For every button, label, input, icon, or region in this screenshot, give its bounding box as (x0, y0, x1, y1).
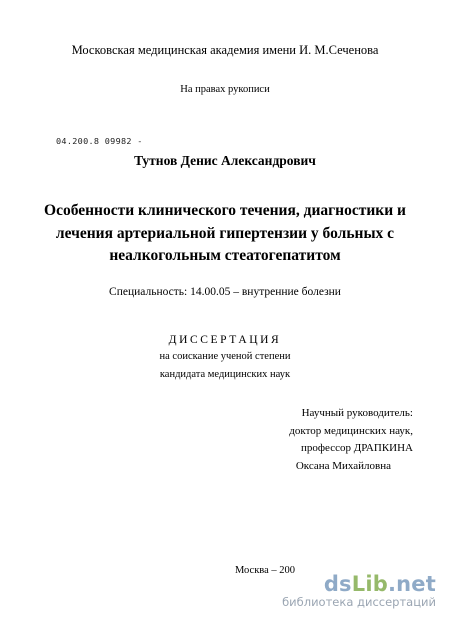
title-line: Особенности клинического течения, диагностики и (44, 202, 406, 219)
watermark-brand-lib: Lib (351, 572, 388, 596)
city-year: Москва – 200 (234, 565, 296, 576)
degree-line-2: кандидата медицинских наук (159, 369, 291, 380)
watermark-subtitle: библиотека диссертаций (282, 595, 436, 609)
watermark-brand (282, 573, 436, 595)
watermark-logo (282, 573, 436, 609)
supervisor-title-name: профессор ДРАПКИНА (301, 442, 413, 454)
author-name: Тутнов Денис Александрович (134, 153, 316, 168)
speciality: Специальность: 14.00.05 – внутренние болезни (109, 286, 341, 298)
supervisor-block (213, 405, 413, 475)
title-line: неалкогольным стеатогепатитом (109, 247, 341, 264)
supervisor-given-name: Оксана Михайловна (295, 459, 391, 472)
watermark-brand-net: .net (387, 572, 436, 596)
academy-name: Московская медицинская академия имени И. М.Сеченова (71, 43, 379, 57)
dissertation-title (0, 200, 450, 268)
supervisor-heading: Научный руководитель: (301, 407, 413, 419)
archive-stamp: 04.200.8 09982 - (56, 137, 143, 147)
title-line: лечения артериальной гипертензии у больных с (55, 224, 395, 242)
rights-note: На правах рукописи (180, 84, 270, 95)
dissertation-label: ДИССЕРТАЦИЯ (168, 334, 282, 346)
supervisor-degree: доктор медицинских наук, (289, 424, 413, 437)
watermark-brand-ds: ds (323, 572, 352, 596)
degree-line-1: на соискание ученой степени (159, 351, 291, 362)
